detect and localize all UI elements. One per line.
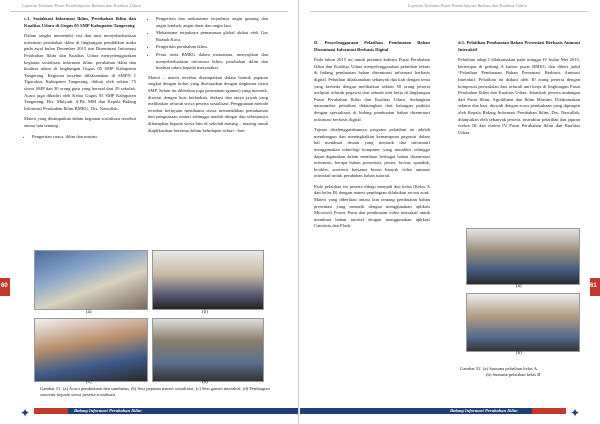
photo-b — [466, 293, 580, 352]
photo-label-b: (b) — [202, 310, 208, 315]
left-column-1 — [24, 16, 136, 141]
paragraph: Dalam rangka memenuhi visi dan misi menyebarluaskan informasi perubahan iklim di lingkungan pendidikan maka pada awal bulan Desember 2015 tim Diseminasi Informasi Perubahan Iklim dan Kualitas Udara menyelenggarakan kegiatan sosialisasi informasi iklim, perubahan iklim dan kualitas udara di lingkungan Gugus 05 SMP Kabupaten Tangerang. Kegiatan tersebut dilaksanakan di SMPN 1 Tigaraksa, Kabupaten Tangerang, diikuti oleh sekitar 75 siswa SMP dan 30 orang guru yang berasal dari 29 sekolah. Acara juga dihadiri oleh Ketua Gugus 05 SMP Kabupaten Tangerang, Drs. Mulyadi, S.Pd, MM dan Kepala Bidang Informasi Perubahan Iklim BMKG, Drs. Nasrullah. — [24, 33, 136, 111]
logo-icon: ✦ — [569, 406, 581, 420]
right-column-2 — [458, 40, 580, 140]
list-item: • Mekanisme terjadinya pemanasan global akibat efek Gas Rumah Kaca. — [156, 30, 268, 43]
footer-text: Bidang Informasi Perubahan Iklim — [450, 408, 518, 413]
photo-label-a: (a) — [516, 284, 522, 289]
right-page — [300, 0, 600, 424]
footer-text: Bidang Informasi Perubahan Iklim — [74, 408, 142, 413]
figure-caption — [460, 366, 584, 379]
list-item: • Peran serta BMKG dalam memantau, menyajikan dan menyebarluaskan informasi iklim, perubahan iklim dan kualitas udara kepada masyarakat. — [156, 52, 268, 72]
photo-label-b: (b) — [516, 351, 522, 356]
list-item: • Pengertian perubahan iklim. — [156, 44, 268, 51]
list-item: • Pengertian cuaca, iklim dan musim. — [32, 134, 136, 141]
paragraph: Materi yang disampaikan dalam kegiatan sosialisasi tersebut antara lain tentang : — [24, 116, 136, 128]
photo-a — [466, 228, 580, 285]
page-number: 60 — [1, 283, 8, 289]
paragraph: Tujuan diselenggarakannya program pelatihan ini adalah membangun dan meningkatkan kemampuan pegawai dalam hal membuat desain yang menarik dan informatif menggunakan teknologi komputer, yang mutakhir sehingga dapat digunakan dalam membuat berbagai bahan diseminasi informasi, berupa bahan presentasi, poster, brosur, spanduk, booklet, souvenir bersama kreasi banyak video animasi interaktif untuk perubahan bahan tutorial. — [314, 127, 430, 179]
photo-label-a: (a) — [86, 310, 92, 315]
left-page — [0, 0, 299, 424]
list-item: • Pengertian dan mekanisme terjadinya angin gunung dan angin lembah, angin darat dan angin laut. — [156, 16, 268, 29]
right-column-1 — [314, 40, 430, 234]
material-list — [148, 16, 268, 72]
page-number: 61 — [590, 283, 597, 289]
page-header: Laporan Tahunan Pusat Pembelajaran Bahasa dan Kualitas Udara — [22, 3, 142, 8]
header-rule — [310, 11, 588, 12]
header-rule — [10, 11, 288, 12]
photo-b — [152, 250, 264, 310]
photo-d — [152, 318, 264, 382]
subsection-heading: d.1. Pelatihan Pembuatan Bahan Presentasi Berbasis Animasi Interaktif — [458, 40, 580, 52]
page-header: Laporan Tahunan Pusat Pembelajaran Bahasa dan Kualitas Udara — [408, 3, 528, 8]
caption-line: (b) Suasana pelatihan kelas B — [486, 372, 541, 378]
material-list — [24, 134, 136, 141]
photo-label-d: (d) — [202, 380, 208, 385]
photo-label-c: (c) — [86, 380, 92, 385]
photo-c — [34, 318, 148, 382]
paragraph: Pada pelatihan ini peserta dibagi menjadi dua kelas (Kelas A dan kelas B) dengan materi pembagian dilakukan secara acak. Materi yang diberikan antara lain tentang pembuatan bahan presentasi yang menarik dengan menggunakan aplikasi Microsoft Power Point dan pembuatan video interaktif untuk membuat bahan tutorial dengan menggunakan aplikasi Camtasia dan Flash. — [314, 183, 430, 229]
caption-line: Gambar 52. (a) Suasana pelatihan kelas A, — [460, 366, 539, 371]
section-heading: D. Penyelenggaraan Pelatihan Pembuatan Bahan Diseminasi Informasi Berbasis Digital — [314, 40, 430, 52]
footer-accent — [532, 408, 566, 414]
paragraph: Pada tahun 2015 ini untuk pertama kalinya Pusat Perubahan Iklim dan Kualitas Udara menyelenggarakan pelatihan teknis di bidang pembuatan bahan diseminasi informasi berbasis digital. Pelatihan dilaksanakan sebanyak dua kali dengan tema yang berbeda dengan melibatkan sekitar 50 orang peserta meliputi seluruh pegawai dari sebuah unit kerja di lingkungan Pusat Perubahan Iklim dan Kualitas Udara. Sedangkan narasumber pelatihan didatangkan dari kalangan praktisi dengan spesialisasi di bidang pembuatan bahan diseminasi informasi berbasis digital. — [314, 57, 430, 122]
photo-a — [34, 250, 148, 310]
logo-icon: ✦ — [19, 406, 31, 420]
left-column-2 — [148, 16, 268, 138]
paragraph: Materi – materi tersebut disampaikan dalam bentuk paparan singkat dengan bobot yang disesuaikan dengan tingkatan siswa SMP. Selain itu diberikan juga permainan (games) yang menarik, disertai dengan kuis berhadiah, diskusi dan tanya jawab yang melibatkan seluruh siswa peserta sosialisasi. Penggunaan metode tersebut bertujuan membantu siswa memudahkan pemahaman dan penguasaan materi sehingga mudah diingat dan selanjutnya diharapkan kepada siswa lain di sekolah masing – masing untuk diaplikasikan bersama dalam kehidupan sehari - hari. — [148, 74, 268, 133]
paragraph: Pelatihan tahap I dilaksanakan pada minggu IV bulan Mei 2015, bertempat di gedung A kantor pusat BMKG dan diberi judul “Pelatihan Pembuatan Bahan Presentasi Berbasis Animasi Interaktif. Pelatihan ini diikuti oleh 30 orang peserta dengan komposisi perwakilan dari seluruh unit kerja di lingkungan Pusat Perubahan Iklim dan Kualitas Udara, ditambah peserta undangan dari Pusat Iklim, Agroklimat dan Iklim Maritim. Dilaksanakan selama dua hari, diawali dengan acara pembukaan yang dipimpin oleh Kepala Bidang Informasi Perubahan Iklim, Drs. Nasrullah, dilanjutkan oleh sebanyak peserta, instruktur pelatihan dan jajaran eselon III dan eselon IV Pusat Perubahan Iklim dan Kualitas Udara. — [458, 57, 580, 135]
section-heading: c.3. Sosialisasi Informasi Iklim, Perubahan Iklim dan Kualitas Udara di Gugus 05 SMP Kabupaten Tangerang — [24, 16, 136, 28]
figure-caption: Gambar 51. (a) Acara pembukaan dan sambutan, (b) Sesi paparan materi sosialisasi, (c) Sesi games interaktif, (d) Pembagian souvenir kepada siswa peserta sosialisasi — [40, 386, 270, 398]
footer-accent — [34, 408, 68, 414]
